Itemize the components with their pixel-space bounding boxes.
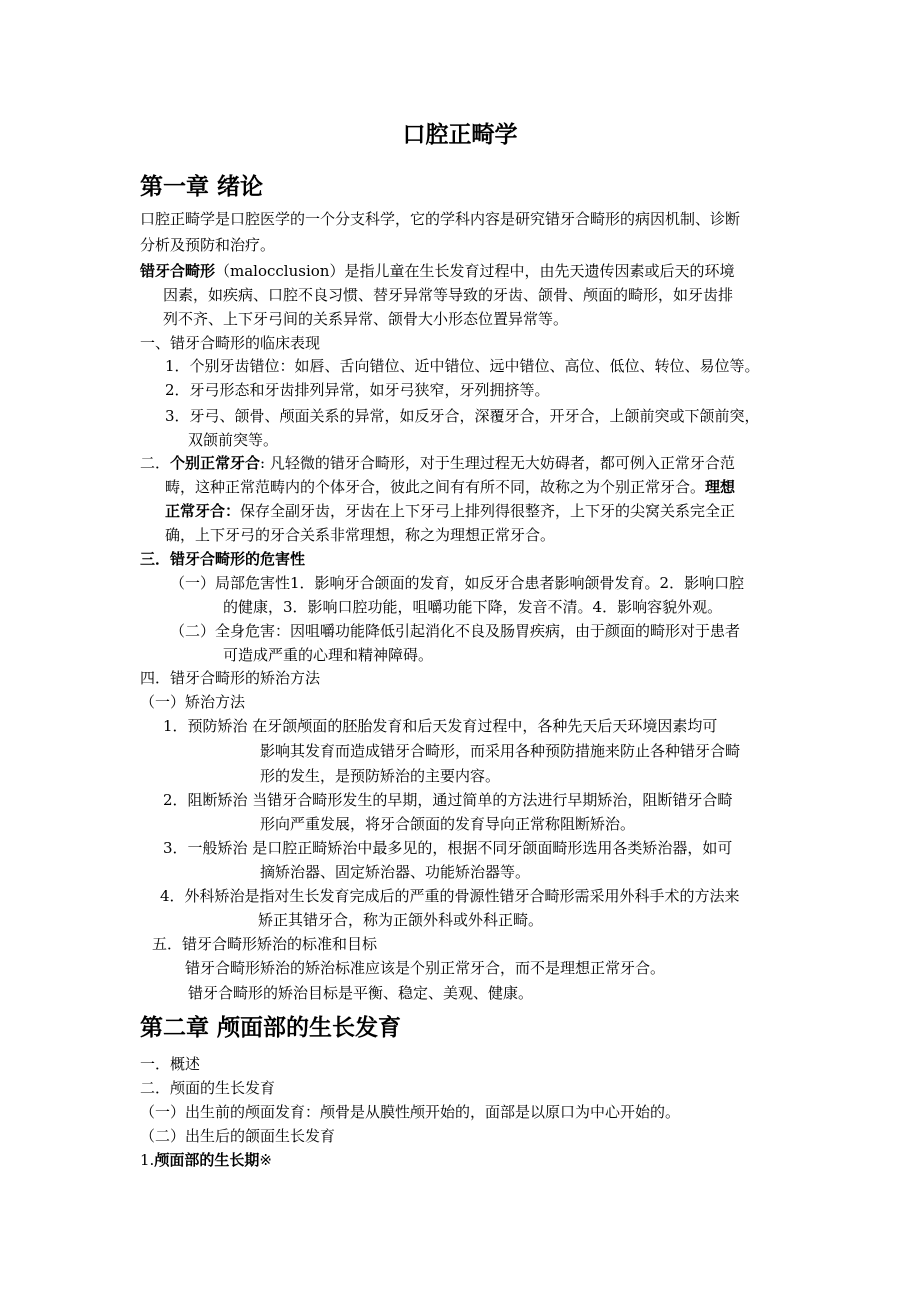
chapter-2-line-1: 一．概述 xyxy=(140,1055,201,1073)
section-3-systemic-2: 可造成严重的心理和精神障碍。 xyxy=(223,646,434,664)
section-3-local-2: 的健康，3．影响口腔功能，咀嚼功能下降，发音不清。4．影响容貌外观。 xyxy=(223,598,723,616)
section-2-number: 二． xyxy=(140,454,171,472)
method-3-line-2: 摘矫治器、固定矫治器、功能矫治器等。 xyxy=(260,863,531,881)
method-4-line-1: 4．外科矫治是指对生长发育完成后的严重的骨源性错牙合畸形需采用外科手术的方法来 xyxy=(160,887,740,905)
section-3-systemic-1: （二）全身危害：因咀嚼功能降低引起消化不良及肠胃疾病，由于颜面的畸形对于患者 xyxy=(170,622,741,640)
section-5-line-1: 错牙合畸形矫治的矫治标准应该是个别正常牙合，而不是理想正常牙合。 xyxy=(185,959,666,977)
chapter-2-line-3: （一）出生前的颅面发育：颅骨是从膜性颅开始的，面部是以原口为中心开始的。 xyxy=(140,1103,681,1121)
section-1-item-2: 2．牙弓形态和牙齿排列异常，如牙弓狭窄，牙列拥挤等。 xyxy=(165,381,550,399)
chapter-2-line-4: （二）出生后的颌面生长发育 xyxy=(140,1127,336,1145)
method-4-line-2: 矫正其错牙合，称为正颌外科或外科正畸。 xyxy=(258,911,544,929)
section-1-item-3-cont: 双颌前突等。 xyxy=(188,431,279,449)
document-title: 口腔正畸学 xyxy=(402,121,518,148)
growth-period-heading: 颅面部的生长期 xyxy=(154,1151,260,1169)
section-2-line-2 xyxy=(165,477,735,497)
section-2-line-1 xyxy=(140,453,735,473)
chapter-1-heading: 第一章 绪论 xyxy=(140,173,264,200)
chapter-2-line-2: 二．颅面的生长发育 xyxy=(140,1079,276,1097)
definition-line-2: 因素，如疾病、口腔不良习惯、替牙异常等导致的牙齿、颌骨、颅面的畸形，如牙齿排 xyxy=(163,286,734,304)
method-3-line-1: 3．一般矫治 是口腔正畸矫治中最多见的，根据不同牙颌面畸形选用各类矫治器，如可 xyxy=(163,839,733,857)
section-3-local-1: （一）局部危害性1．影响牙合颌面的发育，如反牙合患者影响颌骨发育。2．影响口腔 xyxy=(170,574,745,592)
section-2-line-4: 确，上下牙弓的牙合关系非常理想，称之为理想正常牙合。 xyxy=(165,526,556,544)
section-5-line-2: 错牙合畸形的矫治目标是平衡、稳定、美观、健康。 xyxy=(188,984,534,1002)
section-5-heading: 五．错牙合畸形矫治的标准和目标 xyxy=(152,935,378,953)
reference-mark: ※ xyxy=(259,1151,272,1169)
section-2-text-1: : 凡轻微的错牙合畸形，对于生理过程无大妨碍者，都可例入正常牙合范 xyxy=(260,454,735,472)
method-1-line-3: 形的发生，是预防矫治的主要内容。 xyxy=(260,767,501,785)
definition-term: 错牙合畸形 xyxy=(140,262,216,280)
definition-text: （malocclusion）是指儿童在生长发育过程中，由先天遗传因素或后天的环境 xyxy=(215,262,735,280)
definition-line-3: 列不齐、上下牙弓间的关系异常、颌骨大小形态位置异常等。 xyxy=(163,310,569,328)
section-2-text-2: 畴，这种正常范畴内的个体牙合，彼此之间有有所不同，故称之为个别正常牙合。 xyxy=(165,478,706,496)
section-3-heading: 三．错牙合畸形的危害性 xyxy=(140,550,306,568)
method-2-line-1: 2．阻断矫治 当错牙合畸形发生的早期，通过简单的方法进行早期矫治，阻断错牙合畸 xyxy=(163,791,733,809)
section-2-term-2b: 正常牙合： xyxy=(165,502,241,520)
chapter-2-line-5 xyxy=(140,1150,272,1170)
method-1-line-1: 1．预防矫治 在牙颌颅面的胚胎发育和后天发育过程中，各种先天后天环境因素均可 xyxy=(163,717,718,735)
intro-line-2: 分析及预防和治疗。 xyxy=(140,236,276,254)
method-1-line-2: 影响其发育而造成错牙合畸形，而采用各种预防措施来防止各种错牙合畸 xyxy=(260,742,741,760)
method-2-line-2: 形向严重发展，将牙合颌面的发育导向正常称阻断矫治。 xyxy=(260,815,636,833)
section-1-item-3: 3．牙弓、颌骨、颅面关系的异常，如反牙合，深覆牙合，开牙合，上颌前突或下颌前突， xyxy=(165,407,760,425)
section-2-term-1: 个别正常牙合 xyxy=(170,454,261,472)
section-2-line-3 xyxy=(165,501,735,521)
section-1-item-1: 1．个别牙齿错位：如唇、舌向错位、近中错位、远中错位、高位、低位、转位、易位等。 xyxy=(165,357,760,375)
definition-line-1 xyxy=(140,261,734,281)
intro-line-1: 口腔正畸学是口腔医学的一个分支科学，它的学科内容是研究错牙合畸形的病因机制、诊断 xyxy=(140,210,741,228)
section-2-text-3: 保存全副牙齿，牙齿在上下牙弓上排列得很整齐，上下牙的尖窝关系完全正 xyxy=(240,502,736,520)
section-1-heading: 一、错牙合畸形的临床表现 xyxy=(140,334,321,352)
section-4-heading: 四．错牙合畸形的矫治方法 xyxy=(140,669,321,687)
section-2-term-2a: 理想 xyxy=(705,478,736,496)
chapter-2-heading: 第二章 颅面部的生长发育 xyxy=(140,1014,402,1041)
section-4-subheading: （一）矫治方法 xyxy=(140,693,246,711)
growth-period-number: 1. xyxy=(140,1151,155,1169)
